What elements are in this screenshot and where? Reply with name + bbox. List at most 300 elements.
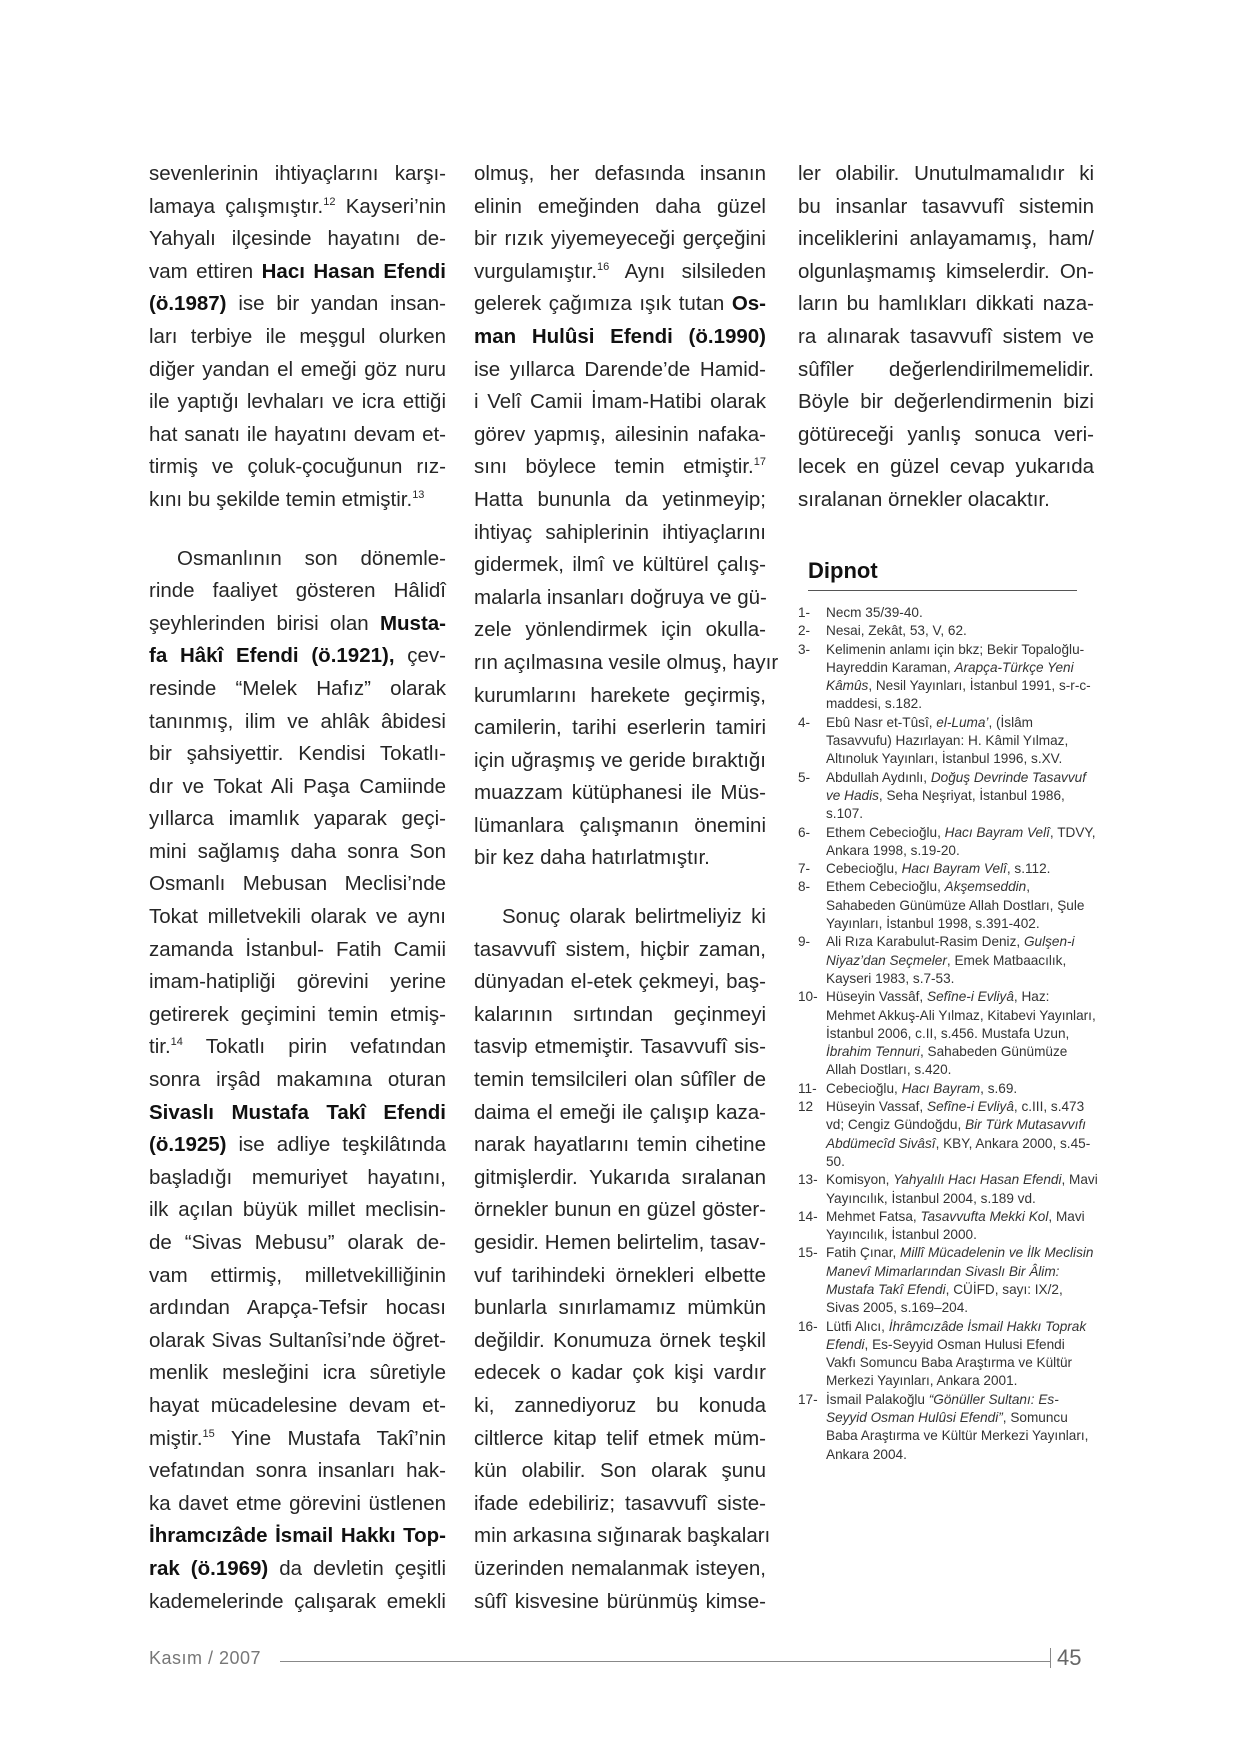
text-line [149,419,446,452]
text-line [149,575,446,608]
line-text: olgunlaşmamış kimselerdir. On- [798,259,1094,283]
text-line [474,901,766,934]
line-text: Yine Mustafa Takî’nin [214,1426,446,1450]
footnote-part: Hüseyin Vassaf, [826,1099,927,1115]
line-text: ların bu hamlıkları dikkati naza- [798,292,1094,316]
footnote-text [826,604,1098,622]
text-line [149,288,446,321]
footnotes-list [798,604,1098,1464]
text-line [474,842,766,875]
text-line [474,712,766,745]
footnote-ref: 17 [753,456,766,469]
footnote-text [826,714,1098,769]
text-line [474,1553,766,1586]
footnote-number: 6- [798,824,811,840]
footnote-part: Hüseyin Vassâf, [826,989,927,1005]
issue-date: Kasım / 2007 [149,1648,262,1668]
footnote-part: Ali Rıza Karabulut-Rasim Deniz, [826,934,1024,950]
text-line [149,1520,446,1553]
footnote-item [798,933,1098,988]
footnote-part: , Seha Neşriyat, İstanbul 1986, s.107. [826,787,1065,822]
line-text: i Velî Camii İmam-Hatibi olarak [474,390,766,414]
text-column-2 [474,158,779,1618]
text-line [149,484,446,517]
footnote-ref: 13 [412,489,425,502]
text-line [149,191,446,224]
footnote-item [798,1318,1098,1391]
line-text: edecek o kadar çok kişi vardır [474,1361,766,1385]
footnote-number: 2- [798,623,811,639]
line-text: gesidir. Hemen belirtelim, tasav- [474,1231,766,1254]
line-text: daima el emeği ile çalışıp kaza- [474,1100,766,1124]
footnote-title: Bir Türk Mutasavvıfı Abdümecîd Sivâsî [826,1117,1086,1151]
line-text: kurumlarını harekete geçirmiş, [474,683,766,707]
footnote-item [798,1391,1098,1464]
footnote-title: Hacı Bayram Velî [901,861,1007,877]
text-line [149,256,446,289]
line-text: Aynı silsileden [609,259,766,283]
text-line [474,1031,766,1064]
footnote-part: , Mavi Yayıncılık, İstanbul 2004, s.189 vd. [826,1172,1098,1206]
line-text: sûfîler değerlendirilmemelidir. [798,357,1094,381]
footnote-ref: 15 [202,1427,215,1440]
text-line [474,1162,766,1195]
footnote-part: , s.112. [1006,861,1051,877]
text-line [474,1129,766,1162]
line-text: lümanlara çalışmanın önemini [474,813,766,837]
text-line [149,1455,446,1488]
line-text: sını böylece temin etmiştir. [474,455,754,479]
text-line [798,451,1094,484]
text-line [798,223,1094,256]
footnote-item [798,1171,1098,1208]
footnote-ref: 14 [170,1036,183,1049]
bold-name: man Hulûsi Efendi (ö.1990) [474,324,766,348]
line-text: tirmiş ve çoluk-çocuğunun rız- [149,455,446,479]
text-line [798,484,1094,517]
footnote-ref: 16 [597,260,610,273]
footnote-item [798,860,1098,878]
text-line [474,966,766,999]
footnote-number: 4- [798,714,811,730]
line-text: getirerek geçimini temin etmiş- [149,1002,446,1026]
line-text: dır ve Tokat Ali Paşa Camiinde [149,774,446,798]
footnote-title: Yahyalılı Hacı Hasan Efendi [893,1172,1062,1188]
text-line [798,288,1094,321]
line-text: gidermek, ilmî ve kültürel çalış- [474,553,766,577]
line-text: ları terbiye ile meşgul olurken [149,324,446,348]
line-text: diğer yandan el emeği göz nuru [149,357,446,381]
line-text: kün olabilir. Son olarak şunu [474,1459,766,1483]
text-line [149,386,446,419]
text-line [149,321,446,354]
line-text: tanınmış, ilim ve ahlâk âbidesi [149,709,446,733]
text-line [149,543,446,576]
bold-name: Sivaslı Mustafa Takî Efendi [149,1100,446,1124]
footnote-title: Hacı Bayram Velî [944,824,1050,840]
line-text: imam-hatipliği görevini yerine [149,970,446,994]
line-text: de “Sivas Mebusu” olarak de- [149,1231,446,1254]
bold-name: rak (ö.1969) [149,1556,269,1580]
footnote-number: 3- [798,641,811,657]
footnote-title: Tasavvufta Mekki Kol [920,1208,1049,1224]
bold-name: İhramcızâde İsmail Hakkı Top- [149,1524,446,1548]
line-text: resinde “Melek Hafız” olarak [149,676,446,700]
line-text: vurgulamıştır. [474,259,598,283]
footnote-part: , CÜİFD, sayı: IX/2, Sivas 2005, s.169–204. [826,1281,1063,1316]
text-line [474,1227,766,1260]
bold-name: (ö.1987) [149,292,227,316]
text-line [149,901,446,934]
line-text: zele yönlendirmek için okulla- [474,618,766,642]
text-line [474,321,766,354]
footnote-part: , KBY, Ankara 2000, s.45-50. [826,1135,1091,1169]
line-text: zamanda İstanbul- Fatih Camii [149,937,446,961]
text-line [149,1227,446,1260]
text-line [474,1520,771,1553]
line-text: ardından Arapça-Tefsir hocası [149,1296,446,1320]
text-line [474,1292,766,1325]
footnote-part: Lütfi Alıcı, [826,1318,889,1334]
footnote-part: Cebecioğlu, [826,1080,902,1096]
text-line [798,158,1094,191]
line-text: Kayseri’nin [335,194,446,218]
text-line [474,158,766,191]
line-text: kalarının sırtından geçinmeyi [474,1002,766,1026]
footnote-part: İsmail Palakoğlu [826,1391,929,1407]
text-line [474,647,779,680]
line-text: ihtiyaç sahiplerinin ihtiyaçlarını [474,520,766,544]
line-text: Yahyalı ilçesinde hayatını de- [149,227,446,251]
line-text: ile yaptığı levhaları ve icra ettiği [149,390,446,414]
footnote-part: Mehmet Fatsa, [826,1208,921,1224]
text-line [798,386,1094,419]
text-line [149,158,446,191]
footnote-title: Gulşen-i Niyaz’dan Seçmeler [826,934,1075,968]
footnote-part: Cebecioğlu, [826,861,902,877]
footnotes-heading: Dipnot [808,556,1077,591]
line-text: mini sağlamış daha sonra Son [149,839,446,863]
footnote-part: Kelimenin anlamı için bkz; Bekir Topaloğlu-Hayreddin Karaman, [826,641,1085,675]
text-line [474,451,766,484]
text-line [474,680,766,713]
footnote-ref: 12 [323,195,336,208]
text-line [149,640,446,673]
footnote-title: Sefîne-i Evliyâ [927,989,1014,1005]
line-text: hat sanatı ile hayatını devam et- [149,422,446,446]
text-line [474,1064,766,1097]
footnote-item [798,1080,1098,1098]
footnote-title: Arapça-Türkçe Yeni Kâmûs [826,659,1074,694]
text-line [149,1194,446,1227]
text-line [474,549,766,582]
line-text: Osmanlının son dönemle- [177,546,446,570]
text-line [149,999,446,1032]
text-line [474,1097,766,1130]
line-text: üzerinden nemalanmak isteyen, [474,1556,766,1580]
line-text: ise bir yandan insan- [226,292,446,316]
footnote-text [826,824,1098,861]
text-line [149,771,446,804]
line-text: malarla insanları doğruya ve gü- [474,585,767,609]
text-line [149,966,446,999]
text-line [474,1455,766,1488]
text-line [474,1390,766,1423]
text-line [474,810,766,843]
footnote-text [826,1171,1098,1208]
footnote-text [826,1391,1098,1464]
line-text: hayat mücadelesine devam et- [149,1393,446,1417]
text-line [149,1260,446,1293]
line-text: vuf tarihindeki örnekleri elbette [474,1263,766,1287]
text-line [149,836,446,869]
footnote-text [826,1208,1098,1245]
footnote-number: 8- [798,879,811,895]
footnote-item [798,1244,1098,1317]
line-text: Hatta bununla da yetinmeyip; [474,487,766,511]
text-line [474,517,766,550]
footnote-text [826,641,1098,714]
text-line [149,451,446,484]
text-line [474,745,766,778]
footnote-text [826,1318,1098,1391]
line-text: menlik mesleğini icra sûretiyle [149,1361,446,1385]
text-line [474,288,766,321]
line-text: min arkasına sığınarak başkaları [474,1524,771,1548]
line-text: tir. [149,1035,171,1059]
line-text: çev- [394,644,446,668]
text-line [149,1097,446,1130]
line-text: sûfî kisvesine bürünmüş kimse- [474,1589,766,1613]
text-line [149,1129,446,1162]
line-text: başladığı memuriyet hayatını, [149,1165,446,1189]
footnote-title: Doğuş Devrinde Tasavvuf ve Hadis [826,769,1086,803]
footnote-number: 12 [798,1099,814,1115]
text-line [474,223,766,256]
line-text: vam ettirmiş, milletvekilliğinin [149,1263,446,1287]
bold-name: (ö.1925) [149,1133,227,1157]
text-line [798,419,1094,452]
text-line [474,777,766,810]
text-line [474,1357,766,1390]
line-text: değildir. Konumuza örnek teşkil [474,1328,766,1352]
text-line [474,1194,766,1227]
line-text: miştir. [149,1426,203,1450]
text-line [798,321,1094,354]
footnote-part: , Es-Seyyid Osman Hulusi Efendi Vakfı Somuncu Baba Araştırma ve Kültür Merkezi Yayınları, Ankara 2001. [826,1336,1073,1389]
text-line [474,484,766,517]
text-line [149,1162,446,1195]
footnote-number: 7- [798,861,811,877]
line-text: narak hayatlarını temin cihetine [474,1133,766,1157]
line-text: Böyle bir değerlendirmenin bizi [798,390,1094,414]
text-line [474,1586,766,1619]
line-text: Sonuç olarak belirtmeliyiz ki [502,905,766,929]
bold-name: Os- [731,292,766,316]
line-text: ise adliye teşkilâtında [226,1133,446,1157]
text-line [474,1488,766,1521]
text-line [149,1064,446,1097]
line-text: sevenlerinin ihtiyaçlarını karşı- [149,162,446,185]
footnote-text [826,878,1098,933]
text-line [149,1423,446,1456]
footnote-text [826,988,1098,1079]
footnote-part: , Sahabeden Günümüze Allah Dostları, Şule Yayınları, İstanbul 1998, s.391-402. [826,879,1085,932]
footnote-text [826,622,1098,640]
line-text: gitmişlerdir. Yukarıda sıralanan [474,1165,766,1189]
footnote-text [826,769,1098,824]
line-text: için uğraşmış ve geride bıraktığı [474,748,766,772]
footnote-number: 13- [798,1172,818,1188]
footnote-part: , s.69. [980,1080,1018,1096]
text-line [149,223,446,256]
footnote-item [798,604,1098,622]
line-text: görev yapmış, ailesinin nafaka- [474,422,766,446]
line-text: ilk açılan büyük millet meclisin- [149,1198,446,1222]
line-text: lamaya çalışmıştır. [149,194,324,218]
footnote-text [826,933,1098,988]
line-text: Tokat milletvekili olarak ve aynı [149,905,446,929]
page-number: 45 [1057,1645,1082,1670]
line-text: örnekler bunun en güzel göster- [474,1198,766,1222]
line-text: ciltlerce kitap telif etmek müm- [474,1426,766,1450]
footnote-part: Komisyon, [826,1172,894,1188]
footer-divider [1050,1648,1051,1668]
footnote-part: Ethem Cebecioğlu, [826,824,945,840]
line-text: Osmanlı Mebusan Meclisi’nde [149,872,446,896]
line-text: şeyhlerinden birisi olan [149,611,380,635]
footnote-text [826,1080,1098,1098]
footnote-number: 15- [798,1245,818,1261]
line-text: tasavvufî sistem, hiçbir zaman, [474,937,766,961]
text-line [474,1325,766,1358]
line-text: yıllarca imamlık yaparak geçi- [149,807,446,831]
footnote-part: Ethem Cebecioğlu, [826,879,945,895]
footnote-part: , Haz: Mehmet Akkuş-Ali Yılmaz, Kitabevi Yayınları, İstanbul 2006, c.II, s.456. Mustafa Uzun, [826,989,1096,1041]
line-text: ise yıllarca Darende’de Hamid- [474,357,766,381]
footnote-title: Hacı Bayram [901,1080,981,1096]
text-line [149,738,446,771]
line-text: vam ettiren [149,259,262,283]
footnote-title: Akşemseddin [944,879,1027,895]
text-line [474,1423,766,1456]
footnote-number: 14- [798,1208,818,1224]
bold-name: Musta- [379,611,446,635]
footnote-number: 11- [798,1080,817,1096]
text-line [149,1390,446,1423]
text-line [149,1553,446,1586]
line-text: ler olabilir. Unutulmamalıdır ki [798,162,1094,185]
text-line [149,1488,446,1521]
text-line [474,419,766,452]
text-line [474,386,766,419]
text-line [149,934,446,967]
footnote-item [798,714,1098,769]
line-text: kını bu şekilde temin etmiştir. [149,487,413,511]
footnote-part: , Mavi Yayıncılık, İstanbul 2000. [826,1208,1085,1243]
footnote-item [798,878,1098,933]
footnote-number: 10- [798,989,818,1005]
footnote-number: 5- [798,769,811,785]
footnote-number: 17- [798,1391,818,1407]
line-text: bir rızık yiyemeyeceği gerçeğini [474,227,766,251]
line-text: ki, zannediyoruz bu konuda [474,1393,766,1417]
text-line [149,1325,446,1358]
footnote-text [826,1098,1098,1171]
text-line [474,934,766,967]
text-line [149,1586,446,1619]
line-text: rinde faaliyet gösteren Hâlidî [149,579,446,603]
line-text: kademelerinde çalışarak emekli [149,1589,446,1613]
line-text: tasvip etmemiştir. Tasavvufî sis- [474,1035,766,1059]
footnote-item [798,824,1098,861]
footnote-title: “Gönüller Sultanı: Es-Seyyid Osman Hulûsi Efendi” [826,1391,1059,1426]
footnote-part: , TDVY, Ankara 1998, s.19-20. [826,824,1096,858]
line-text: götüreceği yanlış sonuca veri- [798,422,1094,446]
text-line [474,614,766,647]
line-text: camilerin, tarihi eserlerin tamiri [474,716,766,740]
line-text: bir şahsiyettir. Kendisi Tokatlı- [149,742,446,766]
text-line [149,1292,446,1325]
footnote-part: Ebû Nasr et-Tûsî, [826,714,937,730]
text-line [474,582,766,615]
footnote-title: Sefîne-i Evliyâ [927,1099,1014,1115]
footnote-part: , Somuncu Baba Araştırma ve Kültür Merkezi Yayınları, Ankara 2004. [826,1410,1089,1462]
footnote-text [826,860,1098,878]
line-text: bu insanlar tasavvufî sistemin [798,194,1094,218]
footnote-title: İbrahim Tennuri [826,1044,920,1060]
footnote-item [798,1208,1098,1245]
text-line [149,673,446,706]
line-text: bir kez daha hatırlatmıştır. [474,846,710,870]
bold-name: fa Hâkî Efendi (ö.1921), [149,644,395,668]
line-text: ka davet etme görevini üstlenen [149,1491,446,1515]
text-line [149,706,446,739]
footnote-number: 16- [798,1318,818,1334]
line-text: dünyadan el-etek çekmeyi, baş- [474,970,766,994]
line-text: olarak Sivas Sultanîsi’nde öğret- [149,1328,446,1352]
line-text: inceliklerini anlayamamış, ham/ [798,227,1094,251]
footnote-part: Necm 35/39-40. [826,605,923,620]
line-text: ifade edebiliriz; tasavvufî siste- [474,1491,766,1515]
text-line [149,803,446,836]
bold-name: Hacı Hasan Efendi [261,259,446,283]
line-text: gelerek çağımıza ışık tutan [474,292,732,316]
text-line [474,354,766,387]
line-text: olmuş, her defasında insanın [474,162,766,185]
text-line [474,256,766,289]
text-line [149,1031,446,1064]
line-text: muazzam kütüphanesi ile Müs- [474,781,766,805]
line-text: sonra irşâd makamına oturan [149,1068,446,1092]
footnote-part: , Emek Matbaacılık, Kayseri 1983, s.7-53. [826,952,1067,986]
footnote-part: Abdullah Aydınlı, [826,769,931,785]
text-line [149,868,446,901]
line-text: rın açılmasına vesile olmuş, hayır [474,650,779,674]
text-line [474,191,766,224]
footnote-number: 9- [798,934,811,950]
line-text: sıralanan örnekler olacaktır. [798,487,1050,511]
footnote-part: , Sahabeden Günümüze Allah Dostları, s.420. [826,1044,1068,1078]
footnote-part: , (İslâm Tasavvufu) Hazırlayan: H. Kâmil Yılmaz, Altınoluk Yayınları, İstanbul 1996, s.XV. [826,714,1069,767]
footnote-part: , Nesil Yayınları, İstanbul 1991, s-r-c- maddesi, s.182. [826,678,1091,712]
footnote-part: Fatih Çınar, [826,1245,901,1261]
footnote-item [798,988,1098,1079]
footnote-title: Millî Mücadelenin ve İlk Meclisin Manevî Mimarlarından Sivaslı Bir Âlim: Mustafa Takî Efendi [826,1245,1094,1297]
footer-rule [280,1661,1050,1662]
footnote-title: İhrâmcızâde İsmail Hakkı Toprak Efendi [826,1318,1087,1352]
text-line [149,1357,446,1390]
